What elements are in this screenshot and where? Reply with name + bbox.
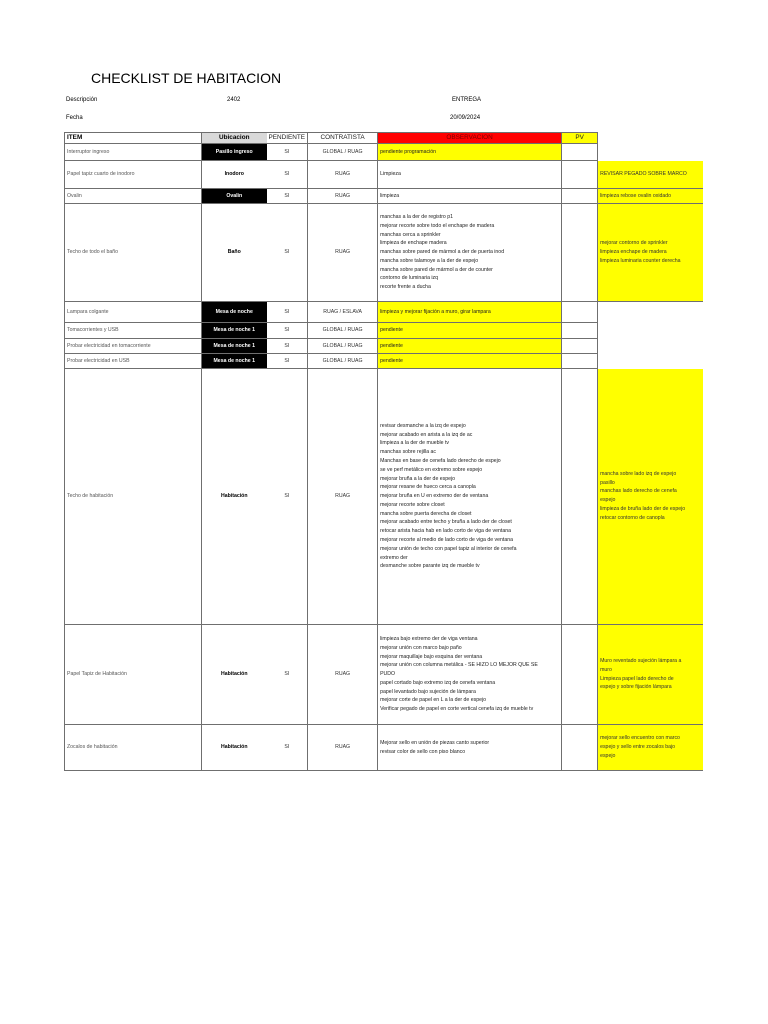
ubicacion-cell: Mesa de noche [202,302,267,323]
item-cell: Probar electricidad en USB [65,354,202,369]
entrega-label: ENTREGA [452,97,482,103]
ubicacion-cell: Habitación [202,725,267,771]
observacion-line: Verificar pegado de papel en corte vertical cenefa izq de mueble tv [380,706,534,713]
pendiente-cell: SI [267,302,308,323]
item-cell: Probar electricidad en tomacorriente [65,339,202,354]
header-observacion: OBSERVACION [378,133,562,144]
pendiente-cell: SI [267,625,308,725]
header-pv: PV [562,133,598,144]
item-cell: Ovalin [65,189,202,204]
observacion-line: contorno de luminaria izq [380,275,439,282]
ubicacion-cell: Habitación [202,625,267,725]
observacion-cell: limpieza [378,189,562,204]
side-note-line: mancha sobre lado izq de espejo [600,470,677,477]
observacion-cell: pendiente [378,339,562,354]
table-row [65,323,703,339]
fecha-value: 20/09/2024 [450,115,481,121]
side-note-cell [598,354,703,369]
contratista-cell: RUAG [308,369,378,625]
side-note-cell [598,725,703,771]
header-side [598,133,703,144]
observacion-line: mejorar resane de hueco cerca a canopla [380,484,476,491]
observacion-cell [378,725,562,771]
side-note-line: espejo y sobre fijación lámpara [600,684,672,691]
contratista-cell: RUAG [308,189,378,204]
observacion-line: recorte frente a ducha [380,284,431,291]
ubicacion-cell: Mesa de noche 1 [202,354,267,369]
observacion-line: mejorar recorte al medio de lado corto de viga de ventana [380,537,514,544]
pendiente-cell: SI [267,339,308,354]
ubicacion-cell: Pasillo ingreso [202,144,267,161]
observacion-line: extremo der [380,554,408,561]
observacion-line: mejorar bruña en U en extremo der de ventana [380,493,489,500]
pv-cell [562,339,598,354]
table-row [65,189,703,204]
pv-cell [562,204,598,302]
side-note-cell [598,144,703,161]
observacion-line: manchas sobre pared de mármol a der de puerta inod [380,249,505,256]
pv-cell [562,302,598,323]
side-note-line: limpieza luminaria counter derecha [600,257,681,264]
contratista-cell: GLOBAL / RUAG [308,339,378,354]
contratista-cell: RUAG [308,625,378,725]
observacion-line: revisar desmanche a la izq de espejo [380,422,466,429]
observacion-line: desmanche sobre parante izq de mueble tv [380,563,480,570]
observacion-line: mejorar bruña a la der de espejo [380,475,456,482]
observacion-line: mejorar unión de techo con papel tapiz al interior de cenefa [380,545,517,552]
side-note-line: espejo [600,497,616,504]
observacion-cell [378,625,562,725]
side-note-line: Limpieza papel lado derecho de [600,675,674,682]
table-row [65,625,703,725]
header-item: ITEM [65,133,202,144]
observacion-cell: limpieza y mejorar fijación a muro, girar lampara [378,302,562,323]
observacion-line: manchas cerca a sprinkler [380,231,441,238]
item-cell: Interruptor ingreso [65,144,202,161]
table-row [65,725,703,771]
descripcion-value: 2402 [227,97,241,103]
observacion-line: se ve perf metálico en extremo sobre espejo [380,466,483,473]
pendiente-cell: SI [267,161,308,189]
observacion-line: manchas a la der de registro p1 [380,213,454,220]
side-note-line: espejo [600,752,616,759]
side-note-line: mejorar contorno de sprinkler [600,240,668,247]
observacion-line: Manchas en base de cenefa lado derecho de espejo [380,457,501,464]
side-note-line: espejo y sello entre zocalos bajo [600,744,676,751]
pendiente-cell: SI [267,369,308,625]
observacion-line: limpieza a la der de mueble tv [380,440,449,447]
fecha-label: Fecha [66,115,83,121]
table-row [65,369,703,625]
pv-cell [562,323,598,339]
contratista-cell: RUAG [308,204,378,302]
side-note-line: muro [600,666,612,673]
header-row [65,133,703,144]
pendiente-cell: SI [267,725,308,771]
header-pendiente: PENDIENTE [267,133,308,144]
side-note-cell [598,323,703,339]
observacion-line: papel levantado bajo sujeción de lámpara [380,688,476,695]
ubicacion-cell: Baño [202,204,267,302]
ubicacion-cell: Inodoro [202,161,267,189]
observacion-cell: pendiente [378,354,562,369]
contratista-cell: GLOBAL / RUAG [308,144,378,161]
item-cell: Lampara colgante [65,302,202,323]
side-note-line: limpieza de bruña lado der de espejo [600,506,686,513]
observacion-line: revisar color de sello con piso blanco [380,748,466,755]
side-note-cell: limpieza rebose ovalin oxidado [598,189,703,204]
pendiente-cell: SI [267,354,308,369]
pendiente-cell: SI [267,189,308,204]
observacion-cell [378,204,562,302]
side-note-cell [598,625,703,725]
pendiente-cell: SI [267,323,308,339]
observacion-line: mejorar unión con marco bajo paño [380,644,462,651]
observacion-line: mancha sobre pared de mármol a der de counter [380,266,493,273]
ubicacion-cell: Habitación [202,369,267,625]
pv-cell [562,354,598,369]
item-cell: Zocalos de habitación [65,725,202,771]
side-note-cell [598,204,703,302]
item-cell: Tomacorrientes y USB [65,323,202,339]
observacion-line: mancha sobre puerta derecha de closet [380,510,472,517]
table-row [65,302,703,323]
observacion-line: papel cortado bajo extremo izq de cenefa ventana [380,679,496,686]
observacion-cell: pendiente [378,323,562,339]
checklist-table [64,132,703,771]
observacion-line: limpieza de enchape madera [380,240,447,247]
descripcion-label: Descripción [66,97,98,103]
ubicacion-cell: Mesa de noche 1 [202,323,267,339]
side-note-cell [598,302,703,323]
observacion-line: mejorar corte de papel en L a la der de espejo [380,697,487,704]
table-row [65,161,703,189]
pendiente-cell: SI [267,144,308,161]
side-note-line: limpieza enchape de madera [600,249,667,256]
observacion-line: limpieza bajo extremo der de viga ventana [380,635,478,642]
ubicacion-cell: Ovalin [202,189,267,204]
observacion-line: mejorar acabado entre techo y bruña a lado der de closet [380,519,512,526]
side-note-line: mejorar sello encuentro con marco [600,735,680,742]
side-note-line: manchas lado derecho de cenefa [600,488,677,495]
pv-cell [562,625,598,725]
side-note-line: pasillo [600,479,615,486]
contratista-cell: GLOBAL / RUAG [308,323,378,339]
side-note-cell [598,339,703,354]
pv-cell [562,725,598,771]
table-row [65,144,703,161]
observacion-line: mejorar recorte sobre closet [380,501,445,508]
pv-cell [562,144,598,161]
pendiente-cell: SI [267,204,308,302]
side-note-cell: REVISAR PEGADO SOBRE MARCO [598,161,703,189]
observacion-line: mejorar maquillaje bajo esquina der ventana [380,653,483,660]
contratista-cell: RUAG [308,161,378,189]
table-row [65,339,703,354]
pv-cell [562,369,598,625]
observacion-cell [378,369,562,625]
observacion-line: mejorar acabado en arista a la izq de ac [380,431,473,438]
item-cell: Papel tapiz cuarto de inodoro [65,161,202,189]
header-contratista: CONTRATISTA [308,133,378,144]
contratista-cell: GLOBAL / RUAG [308,354,378,369]
pv-cell [562,161,598,189]
header-ubicacion: Ubicacion [202,133,267,144]
observacion-line: retocar arista hacia hab en lado corto de viga de ventana [380,528,512,535]
item-cell: Papel Tapiz de Habitación [65,625,202,725]
contratista-cell: RUAG [308,725,378,771]
observacion-line: manchas sobre rejilla ac [380,449,437,456]
table-row [65,204,703,302]
table-row [65,354,703,369]
pv-cell [562,189,598,204]
item-cell: Techo de todo el baño [65,204,202,302]
observacion-line: mejorar unión con columna metálica - SE HIZO LO MEJOR QUE SE [380,662,538,669]
document-title: CHECKLIST DE HABITACION [91,70,282,86]
observacion-line: mancha sobre talamoye a la der de espejo [380,257,479,264]
observacion-line: PUDO [380,671,396,678]
observacion-line: Mejorar sello en unión de piezas canto superior [380,739,490,746]
contratista-cell: RUAG / ESLAVA [308,302,378,323]
ubicacion-cell: Mesa de noche 1 [202,339,267,354]
side-note-line: Muro reventado sujeción lámpara a [600,657,682,664]
item-cell: Techo de habitación [65,369,202,625]
observacion-line: mejorar recorte sobre todo el enchape de madera [380,222,495,229]
side-note-line: retocar contorno de canopla [600,514,665,521]
observacion-cell: pendiente programación [378,144,562,161]
observacion-cell: Limpieza [378,161,562,189]
side-note-cell [598,369,703,625]
